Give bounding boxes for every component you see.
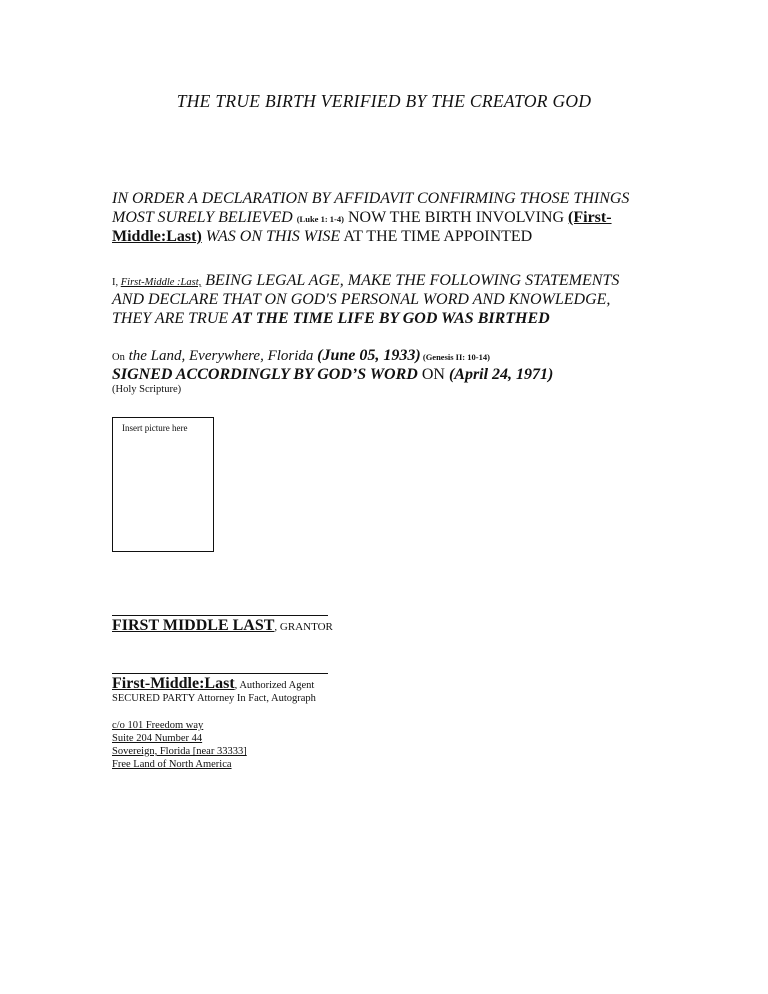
agent-block (112, 675, 314, 693)
statement-line-3-a: THEY ARE TRUE (112, 310, 233, 327)
statement-prefix: I, (112, 277, 121, 288)
statement-line-3-b: AT THE TIME LIFE BY GOD WAS BIRTHED (232, 310, 550, 327)
declaration-line-2 (112, 208, 612, 229)
grantor-block (112, 617, 333, 635)
declaration-line-1: IN ORDER A DECLARATION BY AFFIDAVIT CONFIRMING THOSE THINGS (112, 190, 630, 207)
birth-date: (June 05, 1933) (317, 347, 421, 364)
birth-on: On (112, 352, 125, 363)
document-title: THE TRUE BIRTH VERIFIED BY THE CREATOR GOD (176, 91, 592, 111)
declaration-line-2-a: MOST SURELY BELIEVED (112, 209, 297, 226)
birth-place-line (112, 346, 490, 367)
photo-placeholder-box[interactable] (112, 417, 214, 552)
signed-line (112, 365, 553, 384)
declaration-line-3 (112, 227, 532, 246)
grantor-signature-line[interactable] (112, 615, 328, 616)
agent-name: First-Middle:Last (112, 675, 235, 692)
statement-line-3 (112, 309, 550, 328)
signed-date: (April 24, 1971) (448, 366, 554, 383)
declaration-line-3-c: AT THE TIME APPOINTED (340, 228, 533, 245)
statement-line-1 (112, 271, 619, 292)
holy-scripture: (Holy Scripture) (112, 384, 182, 395)
grantor-name: FIRST MIDDLE LAST (112, 617, 275, 634)
luke-reference: (Luke 1: 1-4) (296, 214, 344, 224)
statement-line-2: AND DECLARE THAT ON GOD'S PERSONAL WORD AND KNOWLEDGE, (112, 291, 611, 308)
statement-line-1-rest: BEING LEGAL AGE, MAKE THE FOLLOWING STATEMENTS (201, 272, 620, 289)
agent-secured-party: SECURED PARTY Attorney In Fact, Autograph (112, 693, 316, 704)
statement-name: First-Middle :Last, (120, 277, 202, 288)
agent-role: , Authorized Agent (234, 680, 315, 691)
declaration-line-3-b: WAS ON THIS WISE (201, 228, 341, 245)
genesis-reference: (Genesis II: 10-14) (420, 352, 490, 362)
photo-placeholder-label: Insert picture here (122, 423, 188, 433)
name-placeholder-open: (First- (568, 209, 612, 226)
agent-signature-line[interactable] (112, 673, 328, 674)
address-line-1: c/o 101 Freedom way (112, 720, 204, 731)
address-line-2: Suite 204 Number 44 (112, 733, 203, 744)
declaration-line-2-b: NOW THE BIRTH INVOLVING (343, 209, 569, 226)
birth-place: the Land, Everywhere, Florida (124, 348, 318, 364)
address-line-4: Free Land of North America (112, 759, 232, 770)
grantor-role: , GRANTOR (274, 621, 333, 633)
signed-text: SIGNED ACCORDINGLY BY GOD’S WORD (112, 366, 418, 383)
signed-on: ON (417, 366, 449, 383)
address-line-3: Sovereign, Florida [near 33333] (112, 746, 247, 757)
name-placeholder-close: Middle:Last) (112, 228, 202, 245)
